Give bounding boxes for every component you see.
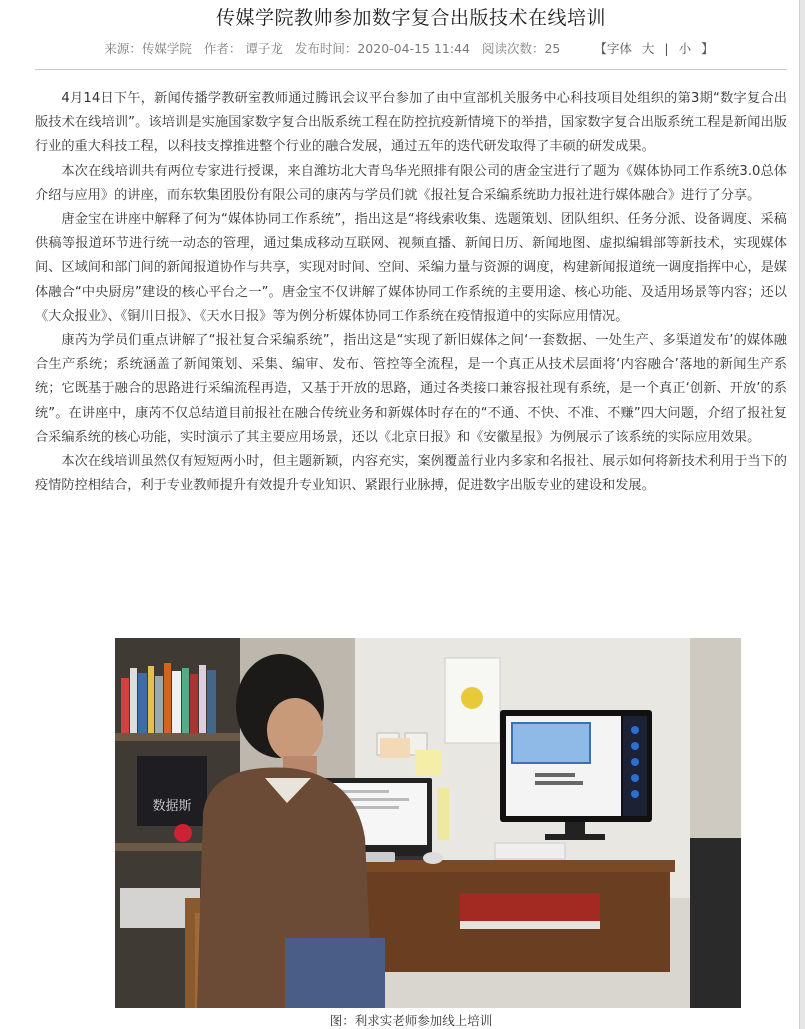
meta-views: 阅读次数：25	[481, 41, 561, 56]
meta-source: 来源：传媒学院	[104, 41, 192, 56]
photo-illustration	[115, 638, 741, 1008]
font-small-link[interactable]: 小	[678, 41, 692, 56]
article	[35, 0, 787, 498]
font-large-link[interactable]: 大	[641, 41, 655, 56]
paragraph-4: 康芮为学员们重点讲解了“报社复合采编系统”，指出这是“实现了新旧媒体之间‘一套数据、一处生产、多渠道发布’的媒体融合生产系统；系统涵盖了新闻策划、采集、编审、发布、管控等全流程，是一个真正从技术层面将‘内容融合’落地的新闻生产系统；它既基于融合的思路进行采编流程再造，又基于开放的思路，通过各类接口兼容报社现有系统，是一个真正‘创新、开放’的系统”。在讲座中，康芮不仅总结道目前报社在融合传统业务和新媒体时存在的“不通、不快、不准、不赚”四大问题，介绍了报社复合采编系统的核心功能，实时演示了其主要应用场景，还以《北京日报》和《安徽星报》为例展示了该系统的实际应用效果。	[35, 333, 787, 445]
paragraph-1: 4月14日下午，新闻传播学教研室教师通过腾讯会议平台参加了由中宣部机关服务中心科技项目处组织的第3期“数字复合出版技术在线培训”。该培训是实施国家数字复合出版系统工程在防控抗疫新情境下的举措，国家数字复合出版系统工程是新闻出版行业的重大科技工程，以科技支撑推进整个行业的融合发展，通过五年的迭代研发取得了丰硕的研发成果。	[35, 91, 787, 155]
font-size-switch	[590, 41, 717, 56]
meta-published: 发布时间：2020-04-15 11:44	[294, 41, 470, 56]
paragraph-3: 唐金宝在讲座中解释了何为“媒体协同工作系统”，指出这是“将线索收集、选题策划、团队组织、任务分派、设备调度、采稿供稿等报道环节进行统一动态的管理，通过集成移动互联网、视频直播、新闻日历、新闻地图、虚拟编辑部等新技术，实现媒体间、区域间和部门间的新闻报道协作与共享，实现对时间、空间、采编力量与资源的调度，构建新闻报道统一调度指挥中心，是媒体融合“中央厨房”建设的核心平台之一”。唐金宝不仅讲解了媒体协同工作系统的主要用途、核心功能、及适用场景等内容；还以《大众报业》、《铜川日报》、《天水日报》等为例分析媒体协同工作系统在疫情报道中的实际应用情况。	[35, 212, 787, 324]
title-divider	[35, 69, 787, 70]
article-title: 传媒学院教帅参加数字复合出版技术在线培训	[215, 7, 606, 29]
paragraph-2: 本次在线培训共有两位专家进行授课，来自潍坊北大青鸟华光照排有限公司的唐金宝进行了题为《媒体协同工作系统3.0总体介绍与应用》的讲座，而东软集团股份有限公司的康芮与学员们就《报社复合采编系统助力报社进行媒体融合》进行了分享。	[35, 163, 787, 203]
article-body	[35, 87, 787, 498]
photo-caption: 图：利求实老师参加线上培训	[329, 1013, 493, 1028]
article-photo	[115, 638, 741, 1008]
font-suffix: 】	[701, 41, 714, 56]
window-right-border	[799, 0, 805, 1029]
font-separator: |	[664, 41, 669, 56]
meta-author: 作者： 谭子龙	[203, 41, 283, 56]
article-meta	[35, 38, 787, 60]
book-spine-text: 数据斯	[152, 799, 192, 814]
paragraph-5: 本次在线培训虽然仅有短短两小时，但主题新颖，内容充实，案例覆盖行业内多家和名报社、展示如何将新技术利用于当下的疫情防控相结合，利于专业教师提升有效提升专业知识、紧跟行业脉搏，促进数字出版专业的建设和发展。	[35, 454, 787, 494]
font-prefix: 【字体	[594, 41, 632, 56]
